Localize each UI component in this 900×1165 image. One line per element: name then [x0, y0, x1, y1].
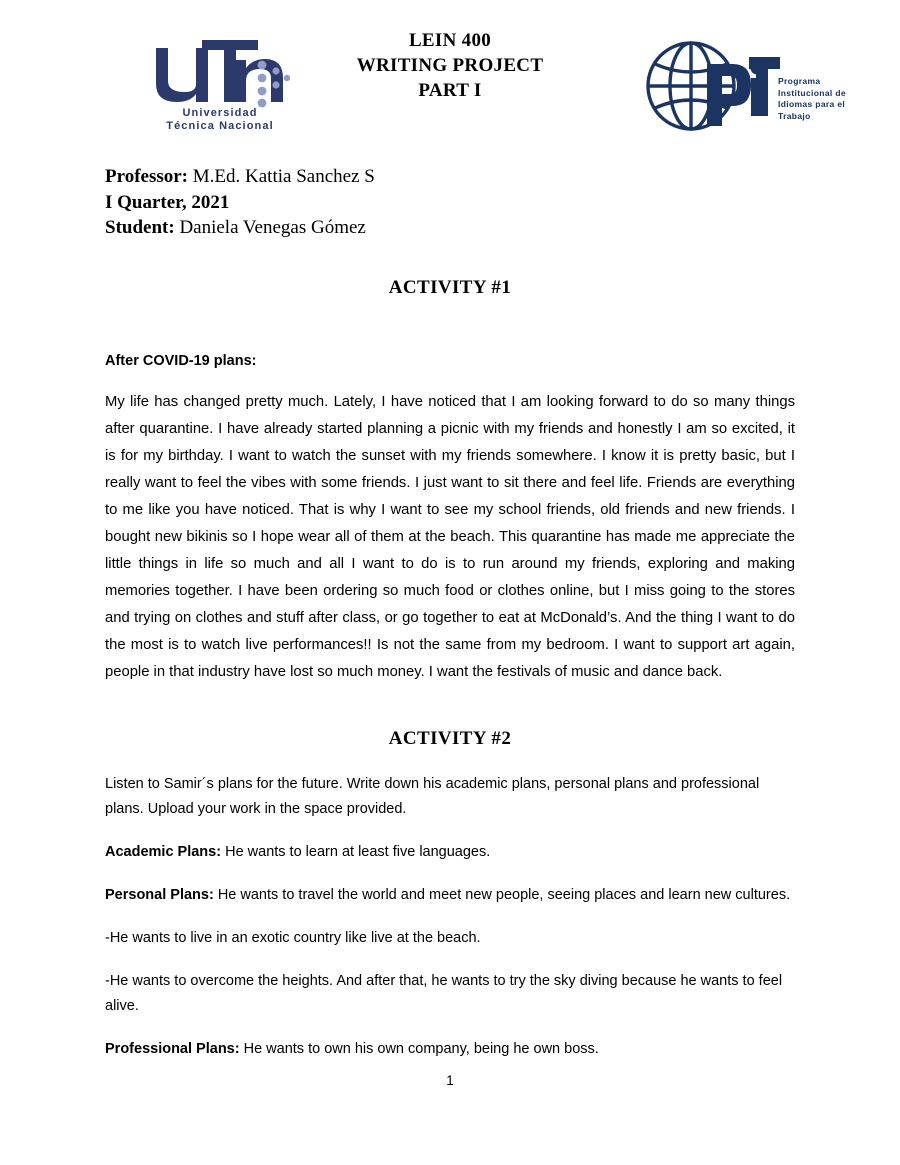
- quarter-line: [105, 190, 900, 216]
- academic-plans-label: Academic Plans:: [105, 843, 222, 860]
- personal-plans-line: [105, 883, 795, 908]
- document-header: [0, 0, 900, 150]
- student-value: Daniela Venegas Gómez: [174, 217, 366, 238]
- professional-plans-label: Professional Plans:: [105, 1040, 240, 1057]
- utn-name-line-2: Técnica Nacional: [166, 120, 274, 132]
- activity-2-intro: Listen to Samir´s plans for the future. Write down his academic plans, personal plans and professional plans. Upload your work in the space provided.: [105, 775, 760, 817]
- utn-name-line-1: Universidad: [182, 107, 258, 119]
- activity-1-heading: ACTIVITY #1: [388, 276, 512, 298]
- personal-plans-label: Personal Plans:: [105, 886, 214, 903]
- pit-logo: [645, 40, 860, 135]
- after-covid-subheading: After COVID-19 plans:: [105, 352, 257, 369]
- academic-plans-line: [105, 840, 795, 865]
- pit-tagline-line-1: Programa: [778, 76, 821, 86]
- pit-tagline-line-2: Institucional de: [778, 87, 846, 98]
- pit-tagline-line-3: Idiomas para el: [778, 99, 846, 109]
- document-title-line-2: WRITING PROJECT: [356, 55, 544, 76]
- professional-plans-line: [105, 1037, 795, 1062]
- activity-2-content: [105, 772, 795, 1062]
- professor-label: Professor:: [105, 166, 189, 187]
- pit-logo-mark: [645, 40, 780, 132]
- personal-plans-bullet-1: -He wants to live in an exotic country like live at the beach.: [105, 929, 481, 946]
- document-title-line-3: PART I: [418, 80, 482, 101]
- pit-logo-tagline: [778, 76, 846, 122]
- activity-2-heading: ACTIVITY #2: [388, 727, 512, 749]
- pit-globe-icon: [645, 40, 780, 132]
- personal-plans-bullet-2: -He wants to overcome the heights. And after that, he wants to try the sky diving because he wants to feel alive.: [105, 972, 783, 1014]
- document-title-line-1: LEIN 400: [408, 30, 492, 51]
- page-number: 1: [446, 1073, 454, 1088]
- student-line: [105, 215, 900, 241]
- course-meta-block: [105, 164, 900, 241]
- academic-plans-text: He wants to learn at least five languages.: [221, 843, 491, 860]
- personal-plans-text: He wants to travel the world and meet new people, seeing places and learn new cultures.: [213, 886, 791, 903]
- student-label: Student:: [105, 217, 175, 238]
- pit-tagline-line-4: Trabajo: [778, 110, 811, 121]
- quarter-value: I Quarter, 2021: [105, 191, 230, 213]
- professor-value: M.Ed. Kattia Sanchez S: [188, 166, 375, 187]
- activity-1-paragraph: My life has changed pretty much. Lately, I have noticed that I am looking forward to do so many things after quarantine. I have already started planning a picnic with my friends and honestly I am so excited, it is for my birthday. I want to watch the sunset with my friends somewhere. I know it is pretty basic, but I really want to feel the vibes with some friends. I just want to sit there and feel life. Friends are everything to me like you have noticed. That is why I want to see my school friends, old friends and new friends. I bought new bikinis so I hope wear all of them at the beach. This quarantine has made me appreciate the little things in life so much and all I want to do is to run around my friends, exploring and making memories together. I have been ordering so much food or clothes online, but I miss going to the stores and trying on clothes and stuff after class, or go together to eat at McDonald’s. And the thing I want to do the most is to watch live performances!! Is not the same from my bedroom. I want to support art again, people in that industry have lost so much money. I want the festivals of music and dance back.: [105, 393, 795, 680]
- professional-plans-text: He wants to own his own company, being he own boss.: [239, 1040, 599, 1057]
- activity-1-content: [105, 351, 795, 686]
- professor-line: [105, 164, 900, 190]
